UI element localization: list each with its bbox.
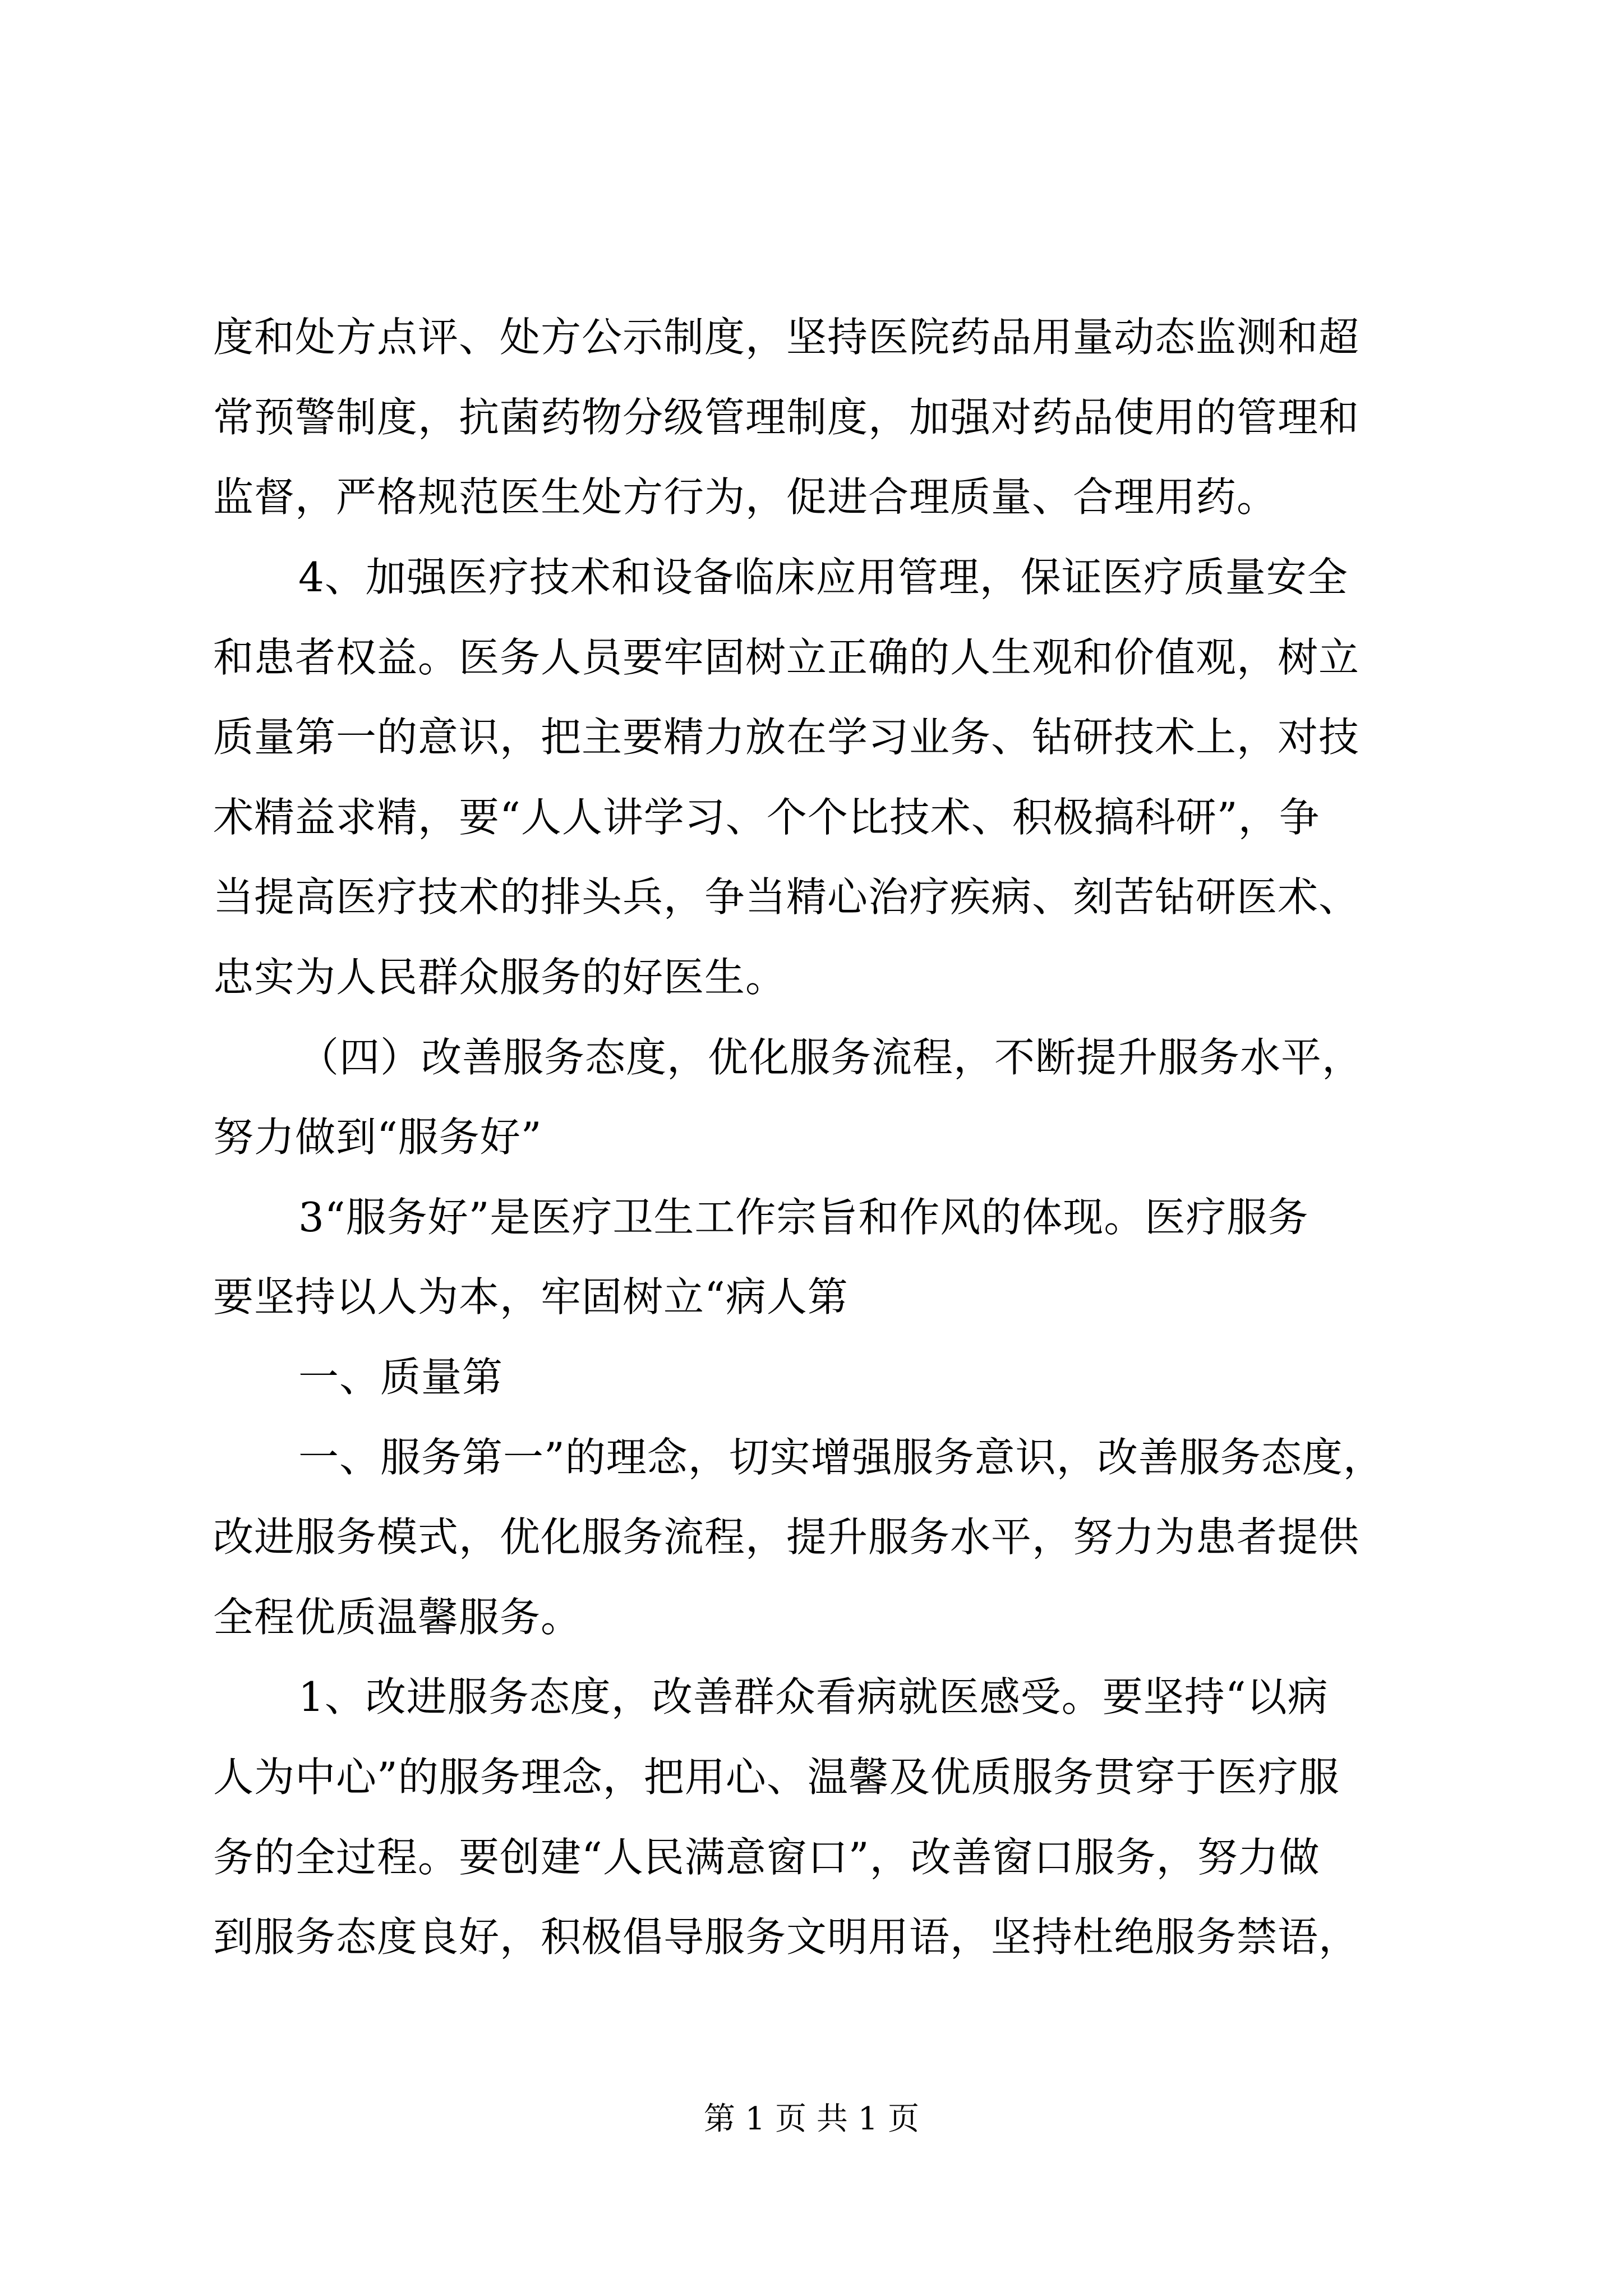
body-text-line: 度和处方点评、处方公示制度，坚持医院药品用量动态监测和超: [213, 314, 1360, 361]
body-text-line: 和患者权益。医务人员要牢固树立正确的人生观和价值观，树立: [213, 634, 1360, 681]
body-text-line: 人为中心”的服务理念，把用心、温馨及优质服务贯穿于医疗服: [213, 1754, 1340, 1801]
body-text-line: 务的全过程。要创建“人民满意窗口”，改善窗口服务，努力做: [213, 1834, 1320, 1881]
body-text-line: 4、加强医疗技术和设备临床应用管理，保证医疗质量安全: [298, 554, 1348, 601]
body-text-line: 到服务态度良好，积极倡导服务文明用语，坚持杜绝服务禁语，: [213, 1913, 1360, 1961]
section-heading-line: 努力做到“服务好”: [213, 1114, 542, 1161]
body-text-line: 监督，严格规范医生处方行为，促进合理质量、合理用药。: [213, 473, 1278, 521]
body-text-line: 3“服务好”是医疗卫生工作宗旨和作风的体现。医疗服务: [298, 1194, 1309, 1241]
section-heading-line: （四）改善服务态度，优化服务流程，不断提升服务水平，: [298, 1034, 1363, 1081]
body-text-line: 当提高医疗技术的排头兵，争当精心治疗疾病、刻苦钻研医术、: [213, 873, 1360, 921]
body-text-line: 改进服务模式，优化服务流程，提升服务水平，努力为患者提供: [213, 1513, 1360, 1561]
body-text-line: 忠实为人民群众服务的好医生。: [213, 954, 787, 1001]
body-text-line: 1、改进服务态度，改善群众看病就医感受。要坚持“以病: [298, 1673, 1329, 1720]
body-text-line: 质量第一的意识，把主要精力放在学习业务、钻研技术上，对技: [213, 714, 1360, 761]
body-text-line: 常预警制度，抗菌药物分级管理制度，加强对药品使用的管理和: [213, 394, 1360, 441]
body-text-line: 术精益求精，要“人人讲学习、个个比技术、积极搞科研”，争: [213, 794, 1320, 841]
body-text-line: 一、服务第一”的理念，切实增强服务意识，改善服务态度，: [298, 1434, 1384, 1481]
body-text-line: 一、质量第: [298, 1354, 504, 1401]
body-text-line: 全程优质温馨服务。: [213, 1594, 582, 1641]
body-text-line: 要坚持以人为本，牢固树立“病人第: [213, 1273, 849, 1320]
page-number-footer: 第 1 页 共 1 页: [703, 2101, 920, 2137]
